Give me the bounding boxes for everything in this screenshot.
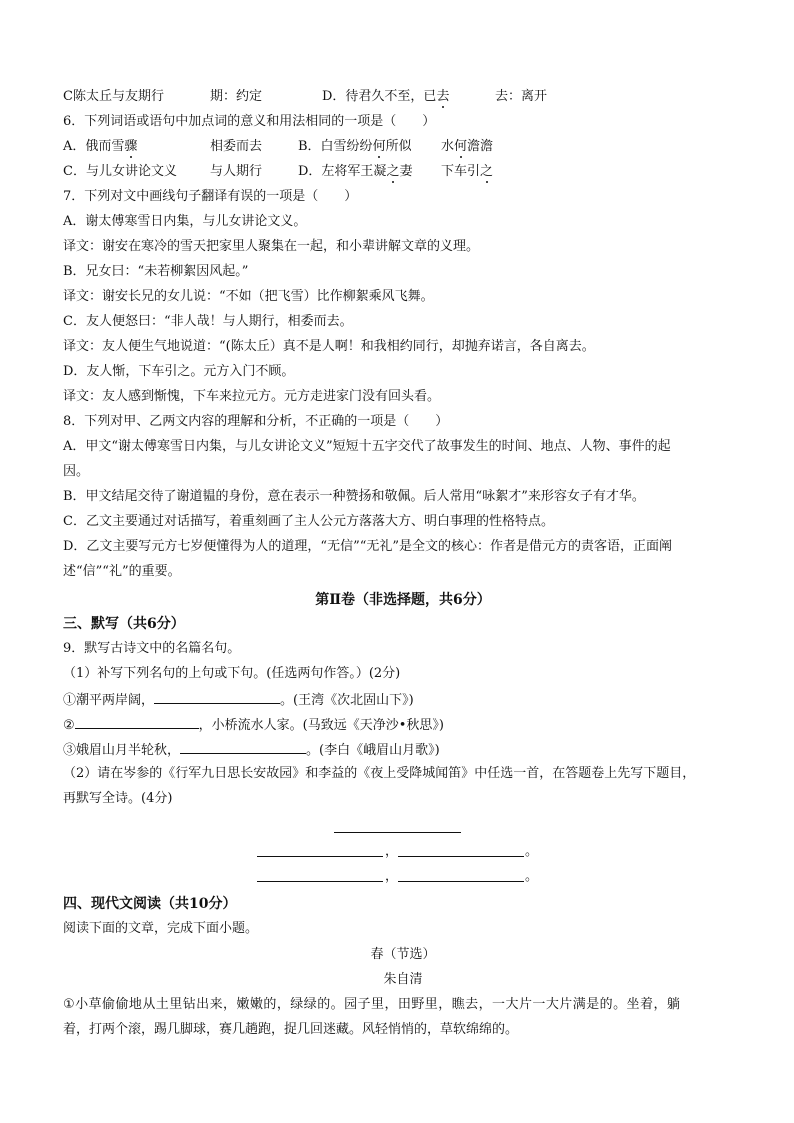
q8-stem: 8．下列对甲、乙两文内容的理解和分析，不正确的一项是（ ） <box>63 414 449 429</box>
article-paragraph-1-line1: ①小草偷偷地从土里钻出来，嫩嫩的，绿绿的。园子里，田野里，瞧去，一大片一大片满是的。坐着，躺 <box>63 997 681 1012</box>
q6-b2 <box>441 138 493 156</box>
q7-option-d: D．友人惭，下车引之。元方入门不顾。 <box>63 364 295 379</box>
q5-option-d-gloss: 去：离开 <box>495 89 548 104</box>
poem-title-blank[interactable] <box>334 832 461 833</box>
q8-option-a-line1: A．甲文“谢太傅寒雪日内集，与儿女讲论文义”短短十五字交代了故事发生的时间、地点、人物、事件的起 <box>63 439 671 454</box>
q7-option-b: B．兄女曰：“未若柳絮因风起。” <box>63 264 249 279</box>
poem-line4-period: 。 <box>525 869 539 884</box>
q8-option-d-line2: 述“信”“礼”的重要。 <box>63 564 181 579</box>
q9-line3-prompt: ③娥眉山月半轮秋， <box>63 743 181 758</box>
q9-line3-blank[interactable] <box>180 740 306 754</box>
q5-option-d <box>322 88 449 106</box>
q6-a1-text: A．俄而雪 <box>63 139 125 154</box>
q6-b2-post: 澹澹 <box>467 139 494 154</box>
part2-title: 第Ⅱ卷（非选择题，共6分） <box>315 592 491 608</box>
poem-line4-blank[interactable] <box>398 881 524 882</box>
q9-line1-blank[interactable] <box>154 690 280 704</box>
q9-line2-blank[interactable] <box>75 715 199 729</box>
q9-line2-source: ，小桥流水人家。(马致远《天净沙•秋思》) <box>198 718 444 733</box>
q6-a1-dot: 骤 <box>124 139 138 154</box>
section4-title: 四、现代文阅读（共10分） <box>63 896 237 912</box>
q6-a1 <box>63 138 137 156</box>
poem-line1-comma: ， <box>385 844 399 859</box>
q9-sub2-line2: 再默写全诗。(4分) <box>63 791 173 806</box>
q7-option-a: A．谢太傅寒雪日内集，与儿女讲论文义。 <box>63 214 307 229</box>
q6-b1-text: B．白雪纷纷 <box>298 139 373 154</box>
q6-d1-post: 妻 <box>399 164 413 179</box>
q7-stem: 7．下列对文中画线句子翻译有误的一项是（ ） <box>63 189 358 204</box>
q9-line3 <box>63 740 440 760</box>
q8-option-b: B．甲文结尾交待了谢道韫的身份，意在表示一种赞扬和敬佩。后人常用“咏絮才”来形容女子有才华。 <box>63 489 645 504</box>
q9-sub1: （1）补写下列名句的上句或下句。(任选两句作答。）(2分) <box>63 666 401 681</box>
article-title: 春（节选） <box>370 947 436 962</box>
q9-sub2-line1: （2）请在岑参的《行军九日思长安故园》和李益的《夜上受降城闻笛》中任选一首，在答题卷上先写下题目， <box>63 766 696 781</box>
poem-line2-period: 。 <box>525 844 539 859</box>
q6-d1 <box>298 163 412 181</box>
section3-title: 三、默写（共6分） <box>63 616 185 632</box>
q6-a2: 相委而去 <box>210 139 263 154</box>
q9-line2-prompt: ② <box>63 718 75 733</box>
q6-d2-text: 下车引 <box>441 164 481 179</box>
q7-translation-d: 译文：友人感到惭愧，下车来拉元方。元方走进家门没有回头看。 <box>63 389 441 404</box>
article-paragraph-1-line2: 着，打两个滚，踢几脚球，赛几趟跑，捉几回迷藏。风轻悄悄的，草软绵绵的。 <box>63 1022 519 1037</box>
q9-stem: 9．默写古诗文中的名篇名句。 <box>63 641 241 656</box>
q9-line1 <box>63 690 414 710</box>
q9-line1-source: 。(王湾《次北固山下》) <box>280 693 414 708</box>
q6-b1-dot: 何 <box>372 139 386 154</box>
q5-option-c-gloss: 期：约定 <box>210 89 263 104</box>
q6-d2 <box>441 163 493 181</box>
q9-line2 <box>63 715 444 735</box>
q6-b2-dot: 何 <box>454 139 468 154</box>
q6-d1-dot: 之 <box>386 164 400 179</box>
q6-stem: 6．下列词语或语句中加点词的意义和用法相同的一项是（ ） <box>63 114 436 129</box>
q5-option-d-dot: 去 <box>436 89 450 104</box>
q7-translation-b: 译文：谢安长兄的女儿说：“不如（把飞雪）比作柳絮乘风飞舞。 <box>63 289 434 304</box>
q5-option-d-text: D．待君久不至，已 <box>322 89 437 104</box>
q6-d1-text: D．左将军王凝 <box>298 164 387 179</box>
reading-intro: 阅读下面的文章，完成下面小题。 <box>63 921 259 936</box>
q7-translation-a: 译文：谢安在寒冷的雪天把家里人聚集在一起，和小辈讲解文章的义理。 <box>63 239 480 254</box>
q7-translation-c: 译文：友人便生气地说道：“(陈太丘）真不是人啊！和我相约同行，却抛弃诺言，各自离去。 <box>63 339 595 354</box>
q8-option-a-line2: 因。 <box>63 464 90 479</box>
q8-option-d-line1: D．乙文主要写元方七岁便懂得为人的道理，“无信”“无礼”是全文的核心：作者是借元方的责客语，正面阐 <box>63 539 673 554</box>
poem-line1-blank[interactable] <box>257 856 383 857</box>
q8-option-c: C．乙文主要通过对话描写，着重刻画了主人公元方落落大方、明白事理的性格特点。 <box>63 514 554 529</box>
q6-b1-post: 所似 <box>385 139 412 154</box>
q6-d2-dot: 之 <box>480 164 494 179</box>
q6-c2: 与人期行 <box>210 164 263 179</box>
q9-line1-prompt: ①潮平两岸阔， <box>63 693 155 708</box>
poem-line3-blank[interactable] <box>257 881 383 882</box>
q9-line3-source: 。(李白《峨眉山月歌》) <box>306 743 440 758</box>
article-author: 朱自清 <box>383 972 423 987</box>
q7-option-c: C．友人便怒曰：“非人哉！与人期行，相委而去。 <box>63 314 353 329</box>
q6-c1: C．与儿女讲论文义 <box>63 164 177 179</box>
poem-line2-blank[interactable] <box>398 856 524 857</box>
q5-option-c: C陈太丘与友期行 <box>63 89 164 104</box>
q6-b1 <box>298 138 412 156</box>
poem-line3-comma: ， <box>385 869 399 884</box>
q6-b2-text: 水 <box>441 139 455 154</box>
